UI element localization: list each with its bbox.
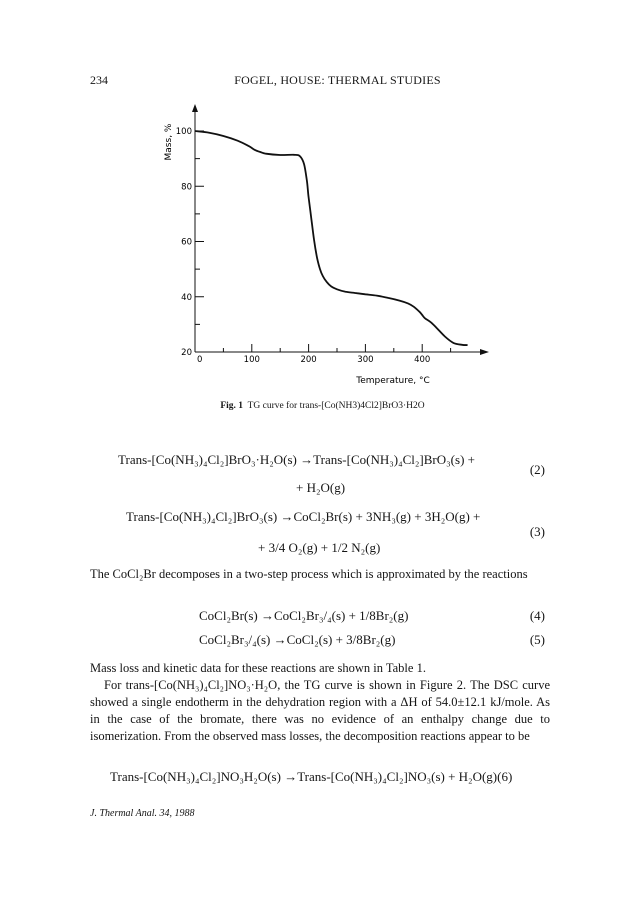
page-number: 234 — [90, 73, 108, 87]
running-title: FOGEL, HOUSE: THERMAL STUDIES — [234, 73, 441, 87]
tg-curve-line — [195, 131, 468, 345]
y-axis-arrow — [192, 104, 198, 112]
x-tick-label: 300 — [357, 355, 374, 365]
equation-4: CoCl₂Br(s) →CoCl₂Br₃/₄(s) + 1/8Br₂(g) — [199, 608, 409, 623]
equation-4-number: (4) — [529, 608, 545, 623]
figure-caption — [150, 401, 495, 411]
journal-footer: J. Thermal Anal. 34, 1988 — [90, 808, 195, 819]
paragraph-3: For trans-[Co(NH₃)₄Cl₂]NO₃·H₂O, the TG curve is shown in Figure 2. The DSC curve showed a single endotherm in the dehydration region with a ΔH of 54.0±12.1 kJ/mole. As in the case of the bromate, there was no evidence of an enthalpy change due to isomerization. From the observed mass losses, the decomposition reactions appear to be — [90, 678, 550, 743]
tg-curve-chart — [150, 100, 495, 390]
y-axis-label: Mass, % — [164, 123, 174, 161]
paragraph-1: The CoCl₂Br decomposes in a two-step process which is approximated by the reactions — [90, 567, 528, 581]
y-tick-label: 20 — [181, 348, 192, 358]
x-axis-arrow — [480, 349, 489, 355]
equation-3-number: (3) — [529, 524, 545, 539]
equation-6: Trans-[Co(NH₃)₄Cl₂]NO₃H₂O(s) →Trans-[Co(NH₃)₄Cl₂]NO₃(s) + H₂O(g)(6) — [110, 769, 513, 784]
x-axis-label: Temperature, °C — [356, 376, 430, 386]
x-tick-label: 400 — [414, 355, 431, 365]
x-tick-label: 100 — [243, 355, 260, 365]
equation-3-line-2: + 3/4 O₂(g) + 1/2 N₂(g) — [258, 540, 381, 555]
equation-2-line-2: + H₂O(g) — [296, 480, 346, 495]
equation-2-line-1: Trans-[Co(NH₃)₄Cl₂]BrO₃·H₂O(s) →Trans-[Co(NH₃)₄Cl₂]BrO₃(s) + — [118, 452, 475, 467]
x-tick-label: 0 — [197, 355, 203, 365]
chart-ticks — [176, 127, 451, 365]
chart-axes — [192, 104, 489, 355]
y-tick-label: 100 — [175, 127, 192, 137]
equation-5-number: (5) — [529, 632, 545, 647]
figure-caption-label: Fig. 1 — [220, 401, 244, 411]
equation-3-line-1: Trans-[Co(NH₃)₄Cl₂]BrO₃(s) →CoCl₂Br(s) + 3NH₃(g) + 3H₂O(g) + — [126, 509, 481, 524]
paragraph-2: Mass loss and kinetic data for these reactions are shown in Table 1. — [90, 661, 426, 675]
equation-2-number: (2) — [529, 462, 545, 477]
equation-5: CoCl₂Br₃/₄(s) →CoCl₂(s) + 3/8Br₂(g) — [199, 632, 396, 647]
x-tick-label: 200 — [300, 355, 317, 365]
y-tick-label: 60 — [181, 237, 192, 248]
figure-caption-text: TG curve for trans-[Co(NH3)4Cl2]BrO3·H2O — [247, 401, 425, 411]
y-tick-label: 80 — [181, 182, 192, 193]
y-tick-label: 40 — [181, 292, 192, 303]
